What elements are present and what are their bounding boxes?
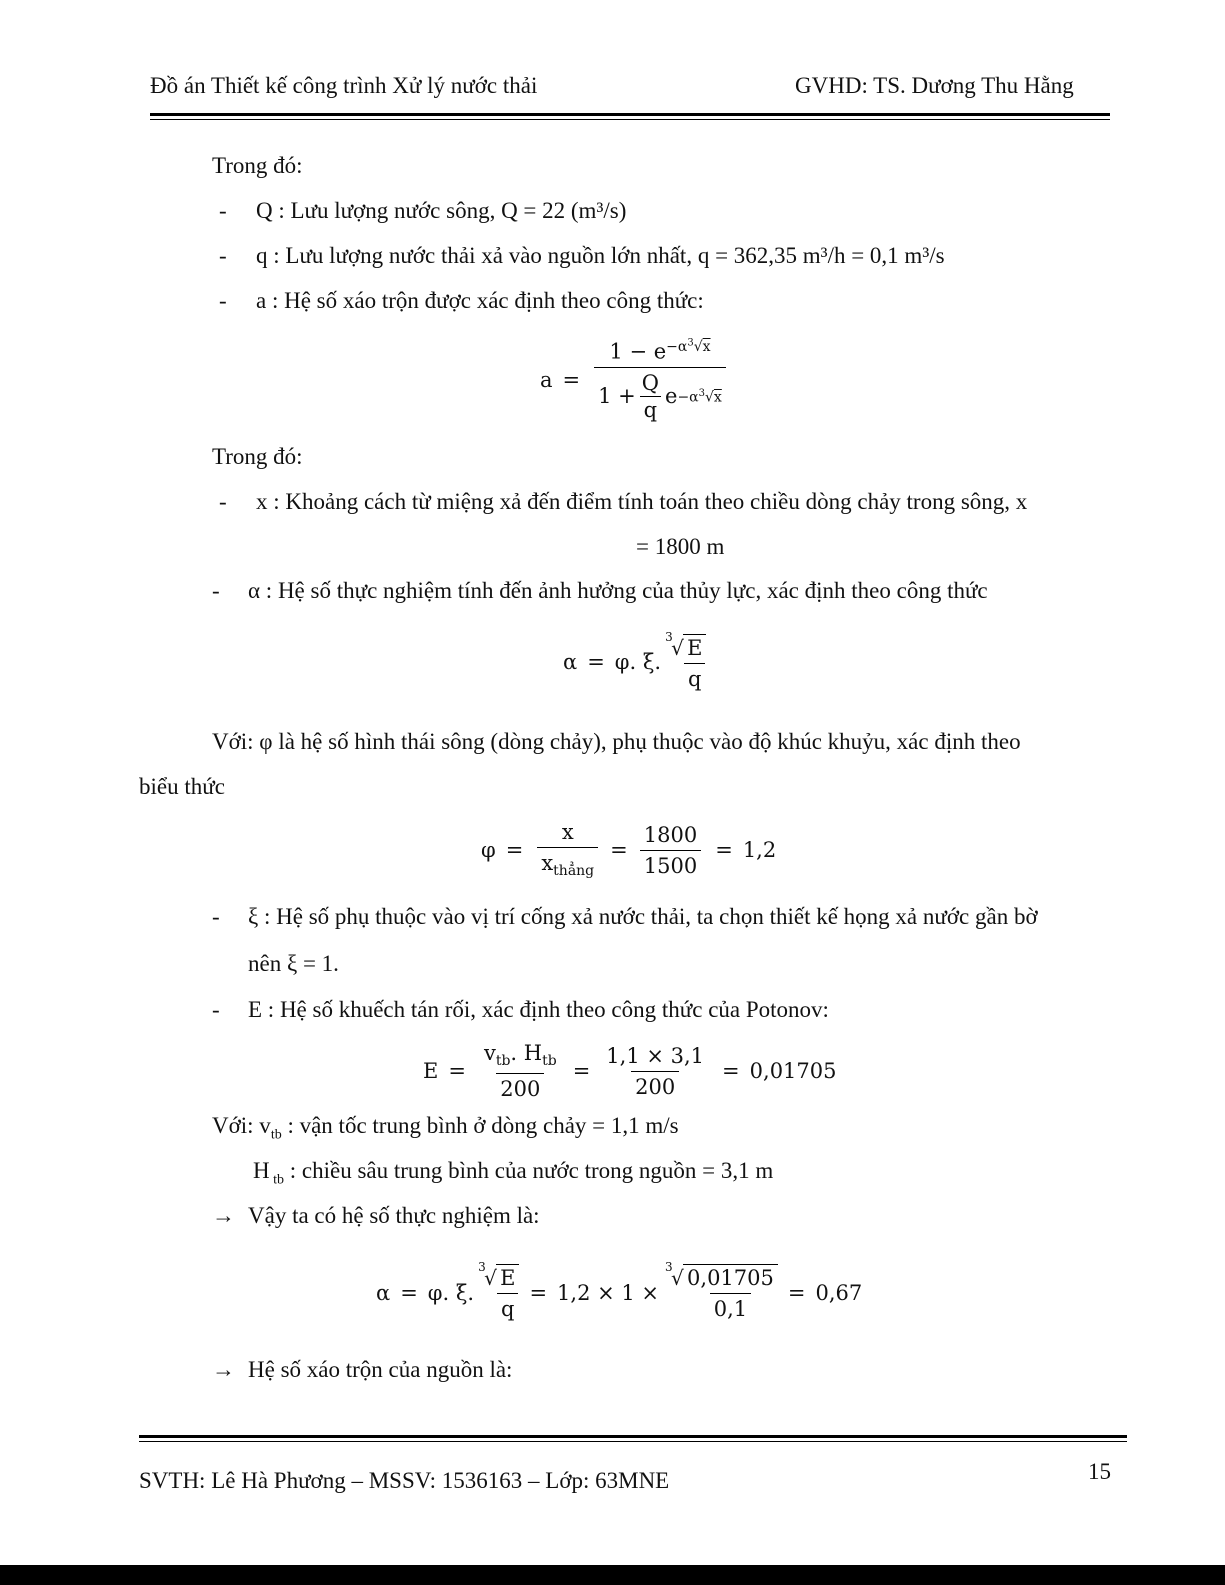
- formula-equals: =: [448, 1059, 466, 1083]
- formula-denominator: 1 + $\frac{Q}{q}$ e $-\alpha^3√x$: [594, 367, 726, 422]
- formula-phi: [481, 815, 776, 885]
- formula-head: φ. ξ.: [614, 650, 662, 674]
- denominator-exp-base: e: [665, 384, 678, 409]
- formula-result: 0,67: [815, 1280, 863, 1305]
- conclusion-alpha: Vậy ta có hệ số thực nghiệm là:: [248, 1203, 540, 1228]
- formula-lhs: φ: [481, 838, 496, 862]
- bullet-dash: -: [219, 288, 227, 313]
- velocity-subscript: tb: [270, 1127, 282, 1143]
- arrow-icon: →: [212, 1357, 235, 1382]
- formula-head: φ. ξ.: [427, 1280, 475, 1305]
- radical-sign: √: [484, 1266, 497, 1290]
- cube-root: [665, 1260, 778, 1321]
- formula-equals: =: [610, 838, 628, 862]
- page-bottom-border: [0, 1565, 1225, 1585]
- fraction-numerator: E: [687, 635, 703, 660]
- header-supervisor: GVHD: TS. Dương Thu Hằng: [795, 73, 1074, 98]
- formula-equals: =: [572, 1059, 591, 1083]
- item-distance-line2: = 1800 m: [636, 534, 725, 559]
- item-distance-line1: x : Khoảng cách từ miệng xả đến điểm tính toán theo chiều dòng chảy trong sông, x: [256, 489, 1028, 514]
- header-rule-thin: [150, 119, 1110, 120]
- formula-equals: =: [529, 1280, 548, 1305]
- formula-equals: =: [722, 1059, 740, 1083]
- radical-sign: √: [671, 1266, 684, 1290]
- fraction-numerator: 1800: [643, 822, 698, 847]
- subscript-tb: tb: [542, 1053, 557, 1070]
- item-wastewater-flow: q : Lưu lượng nước thải xả vào nguồn lớn nhất, q = 362,35 m³/h = 0,1 m³/s: [256, 243, 945, 268]
- depth-symbol: . H: [510, 1041, 543, 1066]
- radicand: x: [702, 338, 711, 355]
- trong-do-label-2: Trong đó:: [212, 444, 303, 469]
- fraction-denominator: x: [541, 851, 554, 876]
- formula-fraction: [594, 337, 726, 422]
- cube-root: [665, 629, 706, 691]
- exponent-alpha: −α: [666, 338, 688, 355]
- root-index: 3: [665, 629, 673, 644]
- formula-equals: =: [787, 1280, 806, 1305]
- root-index: 3: [687, 337, 694, 349]
- header-title: Đồ án Thiết kế công trình Xử lý nước thải: [150, 73, 538, 98]
- subscript-thang: thẳng: [553, 863, 595, 880]
- q-ratio: [638, 371, 663, 422]
- bullet-dash: -: [219, 198, 227, 223]
- depth-label: H: [253, 1158, 270, 1183]
- footer-student-info: SVTH: Lê Hà Phương – MSSV: 1536163 – Lớp: 63MNE: [139, 1468, 670, 1493]
- item-xi-line1: ξ : Hệ số phụ thuộc vào vị trí cống xả nước thải, ta chọn thiết kế họng xả nước gần bờ: [248, 904, 1038, 929]
- conclusion-mixing: Hệ số xáo trộn của nguồn là:: [248, 1357, 513, 1382]
- velocity-note: [212, 1113, 679, 1144]
- formula-numerator: $1 - e^{-\alpha^3√x}$: [609, 337, 711, 364]
- fraction-numerator: x: [561, 820, 574, 845]
- formula-lhs: E: [423, 1059, 439, 1083]
- header-rule-thick: [150, 113, 1110, 116]
- fraction-numerator: 0,01705: [687, 1266, 774, 1290]
- bullet-dash: -: [219, 243, 227, 268]
- radical-sign: √: [671, 635, 684, 660]
- phi-fraction-2: [640, 823, 701, 878]
- root-fraction: [683, 1266, 778, 1321]
- footer-rule-thin: [139, 1441, 1127, 1442]
- fraction-denominator: 200: [496, 1073, 544, 1101]
- velocity-label: Với: v: [212, 1113, 271, 1138]
- denominator-head: 1 +: [598, 384, 636, 409]
- formula-lhs: α: [376, 1280, 391, 1305]
- page-number: 15: [1088, 1459, 1111, 1484]
- formula-middle: 1,2 × 1 ×: [557, 1280, 660, 1305]
- bullet-dash: -: [219, 489, 227, 514]
- footer-rule-thick: [139, 1435, 1127, 1438]
- phi-description-line1: Với: φ là hệ số hình thái sông (dòng chảy), phụ thuộc vào độ khúc khuỷu, xác định theo: [212, 729, 1021, 754]
- velocity-text: : vận tốc trung bình ở dòng chảy = 1,1 m/s: [281, 1113, 679, 1138]
- fraction-denominator: q: [684, 663, 705, 691]
- fraction-numerator: E: [500, 1266, 516, 1290]
- exponent-alpha: −α: [677, 389, 699, 406]
- velocity-symbol: v: [483, 1041, 496, 1066]
- fraction-numerator: 1,1 × 3,1: [606, 1043, 705, 1068]
- ratio-numerator: Q: [641, 370, 659, 395]
- formula-mixing-coefficient: [540, 332, 730, 427]
- formula-equals: =: [715, 838, 733, 862]
- fraction-denominator: q: [497, 1293, 518, 1321]
- item-diffusion-coefficient: E : Hệ số khuếch tán rối, xác định theo công thức của Potonov:: [248, 997, 829, 1022]
- radicand: x: [713, 389, 722, 406]
- item-experimental-coefficient: α : Hệ số thực nghiệm tính đến ảnh hưởng của thủy lực, xác định theo công thức: [248, 578, 988, 603]
- numerator-head: 1 − e: [609, 339, 667, 364]
- E-fraction-1: [480, 1041, 561, 1100]
- formula-equals: =: [587, 650, 605, 674]
- depth-text: : chiều sâu trung bình của nước trong nguồn = 3,1 m: [284, 1158, 774, 1183]
- formula-result: 1,2: [742, 838, 777, 862]
- formula-E: [423, 1036, 837, 1106]
- item-mixing-coefficient: a : Hệ số xáo trộn được xác định theo công thức:: [256, 288, 704, 313]
- formula-equals: =: [505, 838, 524, 862]
- fraction-denominator: 1500: [640, 850, 701, 878]
- item-xi-line2: nên ξ = 1.: [248, 951, 339, 976]
- bullet-dash: -: [212, 904, 220, 929]
- bullet-dash: -: [212, 997, 220, 1022]
- formula-alpha: [563, 622, 706, 702]
- bullet-dash: -: [212, 578, 220, 603]
- cube-root: [478, 1260, 519, 1321]
- formula-lhs: a: [540, 367, 553, 392]
- formula-result: 0,01705: [749, 1059, 837, 1083]
- arrow-icon: →: [212, 1203, 235, 1228]
- depth-note: [253, 1158, 773, 1189]
- formula-alpha-value: [376, 1250, 862, 1335]
- root-index: 3: [698, 387, 705, 399]
- phi-description-line2: biểu thức: [139, 774, 225, 799]
- fraction-denominator: 200: [631, 1071, 679, 1099]
- depth-subscript: tb: [269, 1172, 285, 1188]
- root-index: 3: [478, 1260, 486, 1274]
- root-fraction: [683, 636, 706, 691]
- root-index: 3: [665, 1260, 673, 1274]
- ratio-denominator: q: [640, 396, 661, 422]
- formula-equals: =: [562, 367, 581, 392]
- formula-equals: =: [400, 1280, 418, 1305]
- root-fraction: [496, 1266, 519, 1321]
- trong-do-label-1: Trong đó:: [212, 153, 303, 178]
- phi-fraction-1: [537, 820, 598, 879]
- E-fraction-2: [602, 1044, 708, 1099]
- item-river-flow: Q : Lưu lượng nước sông, Q = 22 (m³/s): [256, 198, 627, 223]
- formula-lhs: α: [563, 650, 578, 674]
- subscript-tb: tb: [495, 1053, 511, 1070]
- fraction-denominator: 0,1: [710, 1293, 751, 1321]
